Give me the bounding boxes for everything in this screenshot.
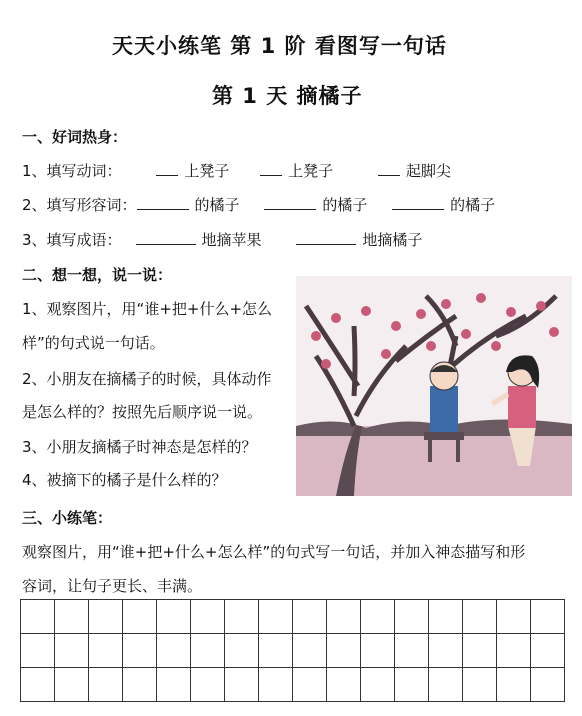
grid-cell[interactable]	[531, 668, 565, 702]
grid-cell[interactable]	[463, 668, 497, 702]
grid-cell[interactable]	[497, 634, 531, 668]
exercise-text: 的橘子	[450, 196, 496, 214]
answer-blank[interactable]	[137, 194, 189, 210]
question-3: 3、小朋友摘橘子时神态是怎样的？	[22, 438, 257, 456]
exercise-text: 上凳子	[184, 162, 230, 180]
grid-cell[interactable]	[21, 600, 55, 634]
section3-heading: 三、小练笔：	[22, 509, 113, 527]
grid-cell[interactable]	[327, 600, 361, 634]
grid-cell[interactable]	[395, 668, 429, 702]
exercise-text: 起脚尖	[405, 162, 451, 180]
grid-cell[interactable]	[361, 600, 395, 634]
question-1-line1: 1、观察图片，用“谁+把+什么+怎么	[22, 300, 273, 318]
writing-prompt-line1: 观察图片，用“谁+把+什么+怎么样”的句式写一句话，并加入神态描写和形	[22, 543, 526, 561]
question-2-line2: 是怎么样的？按照先后顺序说一说。	[22, 403, 263, 421]
grid-cell[interactable]	[55, 668, 89, 702]
grid-cell[interactable]	[327, 668, 361, 702]
grid-cell[interactable]	[123, 668, 157, 702]
answer-blank[interactable]	[260, 160, 282, 176]
grid-cell[interactable]	[395, 600, 429, 634]
grid-cell[interactable]	[89, 600, 123, 634]
grid-cell[interactable]	[497, 668, 531, 702]
grid-row	[21, 600, 565, 634]
answer-blank[interactable]	[296, 229, 356, 245]
grid-cell[interactable]	[157, 634, 191, 668]
grid-cell[interactable]	[293, 634, 327, 668]
grid-cell[interactable]	[293, 600, 327, 634]
grid-cell[interactable]	[89, 668, 123, 702]
grid-cell[interactable]	[259, 668, 293, 702]
question-2-line1: 2、小朋友在摘橘子的时候，具体动作	[22, 370, 272, 388]
section1-heading: 一、好词热身：	[22, 128, 128, 146]
grid-cell[interactable]	[259, 600, 293, 634]
lesson-subtitle: 第 1 天 摘橘子	[212, 84, 363, 108]
grid-cell[interactable]	[429, 600, 463, 634]
grid-cell[interactable]	[531, 634, 565, 668]
answer-blank[interactable]	[156, 160, 178, 176]
grid-cell[interactable]	[463, 600, 497, 634]
grid-cell[interactable]	[361, 668, 395, 702]
grid-cell[interactable]	[123, 634, 157, 668]
writing-grid	[20, 599, 565, 702]
grid-cell[interactable]	[361, 634, 395, 668]
exercise-text: 的橘子	[194, 196, 240, 214]
grid-cell[interactable]	[429, 634, 463, 668]
section2-heading: 二、想一想，说一说：	[22, 266, 173, 284]
grid-cell[interactable]	[21, 668, 55, 702]
grid-cell[interactable]	[123, 600, 157, 634]
exercise-text: 地摘苹果	[201, 231, 262, 249]
grid-cell[interactable]	[429, 668, 463, 702]
answer-blank[interactable]	[136, 229, 196, 245]
idiom-exercise	[22, 229, 422, 250]
question-4: 4、被摘下的橘子是什么样的？	[22, 471, 227, 489]
exercise-prefix: 1、填写动词：	[22, 162, 122, 180]
worksheet-title: 天天小练笔 第 1 阶 看图写一句话	[112, 34, 447, 58]
grid-cell[interactable]	[395, 634, 429, 668]
grid-cell[interactable]	[531, 600, 565, 634]
grid-cell[interactable]	[191, 634, 225, 668]
grid-cell[interactable]	[225, 600, 259, 634]
exercise-text: 地摘橘子	[362, 231, 423, 249]
grid-cell[interactable]	[259, 634, 293, 668]
grid-cell[interactable]	[55, 600, 89, 634]
grid-cell[interactable]	[157, 600, 191, 634]
grid-cell[interactable]	[293, 668, 327, 702]
exercise-text: 上凳子	[288, 162, 334, 180]
grid-cell[interactable]	[55, 634, 89, 668]
writing-prompt-line2: 容词，让句子更长、丰满。	[22, 577, 203, 595]
orange-picking-illustration	[296, 276, 572, 496]
grid-cell[interactable]	[225, 634, 259, 668]
grid-cell[interactable]	[327, 634, 361, 668]
grid-cell[interactable]	[89, 634, 123, 668]
adjective-exercise	[22, 194, 495, 215]
grid-cell[interactable]	[225, 668, 259, 702]
grid-cell[interactable]	[191, 600, 225, 634]
exercise-text: 的橘子	[322, 196, 368, 214]
grid-cell[interactable]	[157, 668, 191, 702]
answer-blank[interactable]	[378, 160, 400, 176]
grid-cell[interactable]	[21, 634, 55, 668]
answer-blank[interactable]	[392, 194, 444, 210]
exercise-prefix: 3、填写成语：	[22, 231, 122, 249]
verb-exercise	[22, 160, 451, 181]
grid-cell[interactable]	[497, 600, 531, 634]
grid-cell[interactable]	[463, 634, 497, 668]
grid-row	[21, 634, 565, 668]
grid-cell[interactable]	[191, 668, 225, 702]
illustration-svg	[296, 276, 572, 496]
question-1-line2: 样”的句式说一句话。	[22, 334, 165, 352]
answer-blank[interactable]	[264, 194, 316, 210]
grid-row	[21, 668, 565, 702]
exercise-prefix: 2、填写形容词：	[22, 196, 137, 214]
